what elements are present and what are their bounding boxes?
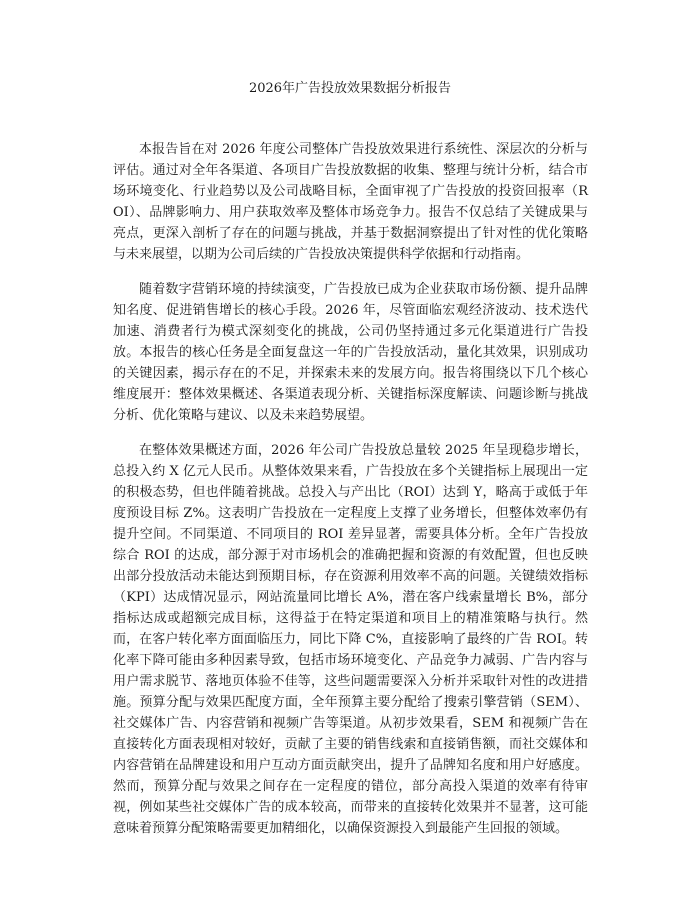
- report-body: [113, 139, 588, 853]
- paragraph-summary: 本报告旨在对 2026 年度公司整体广告投放效果进行系统性、深层次的分析与评估。通过对全年各渠道、各项目广告投放数据的收集、整理与统计分析，结合市场环境变化、行业趋势以及公司战略目标，全面审视了广告投放的投资回报率（ROI）、品牌影响力、用户获取效率及整体市场竞争力。报告不仅总结了关键成果与亮点，更深入剖析了存在的问题与挑战，并基于数据洞察提出了针对性的优化策略与未来展望，以期为公司后续的广告投放决策提供科学依据和行动指南。: [113, 142, 588, 262]
- report-title: 2026年广告投放效果数据分析报告: [248, 81, 452, 96]
- paragraph-background: 随着数字营销环境的持续演变，广告投放已成为企业获取市场份额、提升品牌知名度、促进销售增长的核心手段。2026 年，尽管面临宏观经济波动、技术迭代加速、消费者行为模式深刻变化的挑战，公司仍坚持通过多元化渠道进行广告投放。本报告的核心任务是全面复盘这一年的广告投放活动，量化其效果，识别成功的关键因素，揭示存在的不足，并探索未来的发展方向。报告将围绕以下几个核心维度展开：整体效果概述、各渠道表现分析、关键指标深度解读、问题诊断与挑战分析、优化策略与建议、以及未来趋势展望。: [113, 282, 588, 423]
- paragraph-overall-effect: 在整体效果概述方面，2026 年公司广告投放总量较 2025 年呈现稳步增长，总投入约 X 亿元人民币。从整体效果来看，广告投放在多个关键指标上展现出一定的积极态势，但也伴随着挑战。总投入与产出比（ROI）达到 Y，略高于或低于年度预设目标 Z%。这表明广告投放在一定程度上支撑了业务增长，但整体效率仍有提升空间。不同渠道、不同项目的 ROI 差异显著，需要具体分析。全年广告投放综合 ROI 的达成，部分源于对市场机会的准确把握和资源的有效配置，但也反映出部分投放活动未能达到预期目标，存在资源利用效率不高的问题。关键绩效指标（KPI）达成情况显示，网站流量同比增长 A%，潜在客户线索量增长 B%，部分指标达成或超额完成目标，这得益于在特定渠道和项目上的精准策略与执行。然而，在客户转化率方面面临压力，同比下降 C%，直接影响了最终的广告 ROI。转化率下降可能由多种因素导致，包括市场环境变化、产品竞争力减弱、广告内容与用户需求脱节、落地页体验不佳等，这些问题需要深入分析并采取针对性的改进措施。预算分配与效果匹配度方面，全年预算主要分配给了搜索引擎营销（SEM）、社交媒体广告、内容营销和视频广告等渠道。从初步效果看，SEM 和视频广告在直接转化方面表现相对较好，贡献了主要的销售线索和直接销售额，而社交媒体和内容营销在品牌建设和用户互动方面贡献突出，提升了品牌知名度和用户好感度。然而，预算分配与效果之间存在一定程度的错位，部分高投入渠道的效率有待审视，例如某些社交媒体广告的成本较高，而带来的直接转化效果并不显著，这可能意味着预算分配策略需要更加精细化，以确保资源投入到最能产生回报的领域。: [113, 443, 588, 836]
